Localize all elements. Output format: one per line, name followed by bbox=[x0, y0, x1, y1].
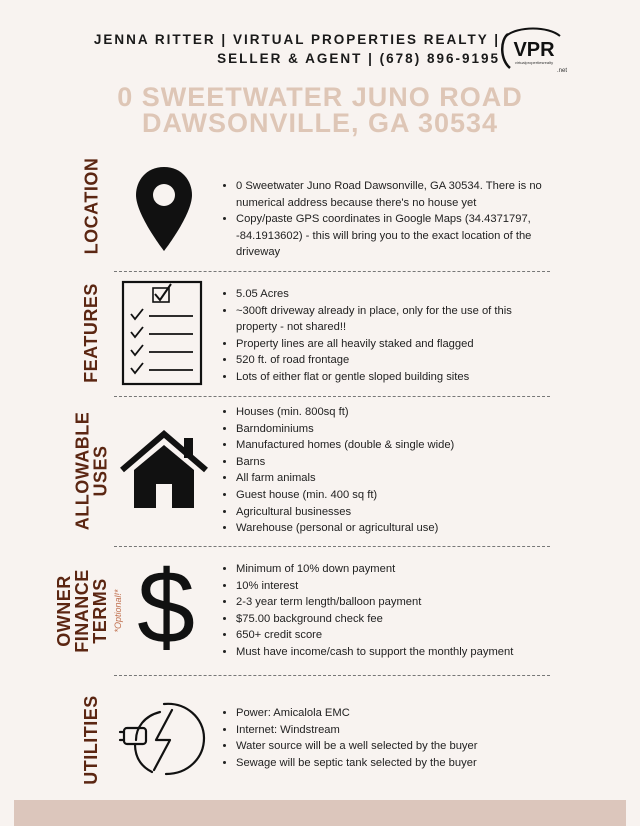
list-item: • Agricultural businesses bbox=[236, 504, 552, 521]
list-item: • $75.00 background check fee bbox=[236, 611, 552, 628]
features-section-label: FEATURES bbox=[81, 283, 102, 383]
optional-note: *Optional!* bbox=[113, 589, 123, 633]
property-title-line1: 0 SWEETWATER JUNO ROAD bbox=[117, 82, 523, 112]
list-item: • Manufactured homes (double & single wide) bbox=[236, 437, 552, 454]
list-item: • 5.05 Acres bbox=[236, 286, 552, 303]
list-item: • 0 Sweetwater Juno Road Dawsonville, GA 30534. There is no numerical address because there's no house yet bbox=[236, 178, 552, 211]
footer-band bbox=[14, 800, 626, 826]
owner-finance-list bbox=[218, 561, 552, 661]
property-title-line2: DAWSONVILLE, GA 30534 bbox=[141, 108, 499, 138]
features-list bbox=[218, 286, 552, 386]
list-item: • 520 ft. of road frontage bbox=[236, 352, 552, 369]
location-section-label: LOCATION bbox=[81, 157, 101, 255]
map-pin-icon bbox=[134, 165, 194, 253]
owner-finance-section-label: OWNER FINANCE TERMS *Optional!* bbox=[72, 556, 110, 666]
list-item: • 10% interest bbox=[236, 578, 552, 595]
list-item: • Must have income/cash to support the monthly payment bbox=[236, 644, 552, 661]
dollar-sign-icon: $ bbox=[137, 550, 195, 666]
section-divider bbox=[114, 271, 550, 272]
list-item: • ~300ft driveway already in place, only for the use of this property - not shared!! bbox=[236, 303, 552, 336]
property-title bbox=[0, 84, 640, 136]
allowable-uses-list bbox=[218, 404, 552, 537]
location-list bbox=[218, 178, 552, 261]
list-item: • Warehouse (personal or agricultural use) bbox=[236, 520, 552, 537]
list-item: • Barndominiums bbox=[236, 421, 552, 438]
list-item: • 650+ credit score bbox=[236, 627, 552, 644]
logo-subtext: virtualpropertiesrealty bbox=[514, 60, 554, 65]
list-item: • Copy/paste GPS coordinates in Google Maps (34.4371797, -84.1913602) - this will bring you to the exact location of the driveway bbox=[236, 211, 552, 261]
section-divider bbox=[114, 546, 550, 547]
list-item: • 2-3 year term length/balloon payment bbox=[236, 594, 552, 611]
vpr-logo bbox=[498, 26, 570, 76]
list-item: • Water source will be a well selected by the buyer bbox=[236, 738, 552, 755]
list-item: • Minimum of 10% down payment bbox=[236, 561, 552, 578]
list-item: • Lots of either flat or gentle sloped building sites bbox=[236, 369, 552, 386]
agent-header-line1: JENNA RITTER | VIRTUAL PROPERTIES REALTY | bbox=[93, 32, 500, 47]
list-item: • Power: Amicalola EMC bbox=[236, 705, 552, 722]
utilities-section-label: UTILITIES bbox=[81, 695, 101, 785]
list-item: • Internet: Windstream bbox=[236, 722, 552, 739]
list-item: • Guest house (min. 400 sq ft) bbox=[236, 487, 552, 504]
house-icon bbox=[120, 430, 208, 510]
utilities-list bbox=[218, 705, 552, 771]
list-item: • Houses (min. 800sq ft) bbox=[236, 404, 552, 421]
list-item: • Barns bbox=[236, 454, 552, 471]
agent-header-line2: SELLER & AGENT | (678) 896-9195 bbox=[217, 51, 500, 66]
logo-net: .net bbox=[556, 68, 568, 74]
list-item: • All farm animals bbox=[236, 470, 552, 487]
list-item: • Property lines are all heavily staked and flagged bbox=[236, 336, 552, 353]
list-item: • Sewage will be septic tank selected by the buyer bbox=[236, 755, 552, 772]
allowable-uses-section-label: ALLOWABLE USES bbox=[72, 411, 110, 531]
power-plug-icon bbox=[116, 694, 212, 782]
section-divider bbox=[114, 675, 550, 676]
logo-text: VPR bbox=[513, 39, 555, 61]
agent-header bbox=[60, 30, 500, 68]
section-divider bbox=[114, 396, 550, 397]
checklist-icon bbox=[121, 280, 203, 386]
